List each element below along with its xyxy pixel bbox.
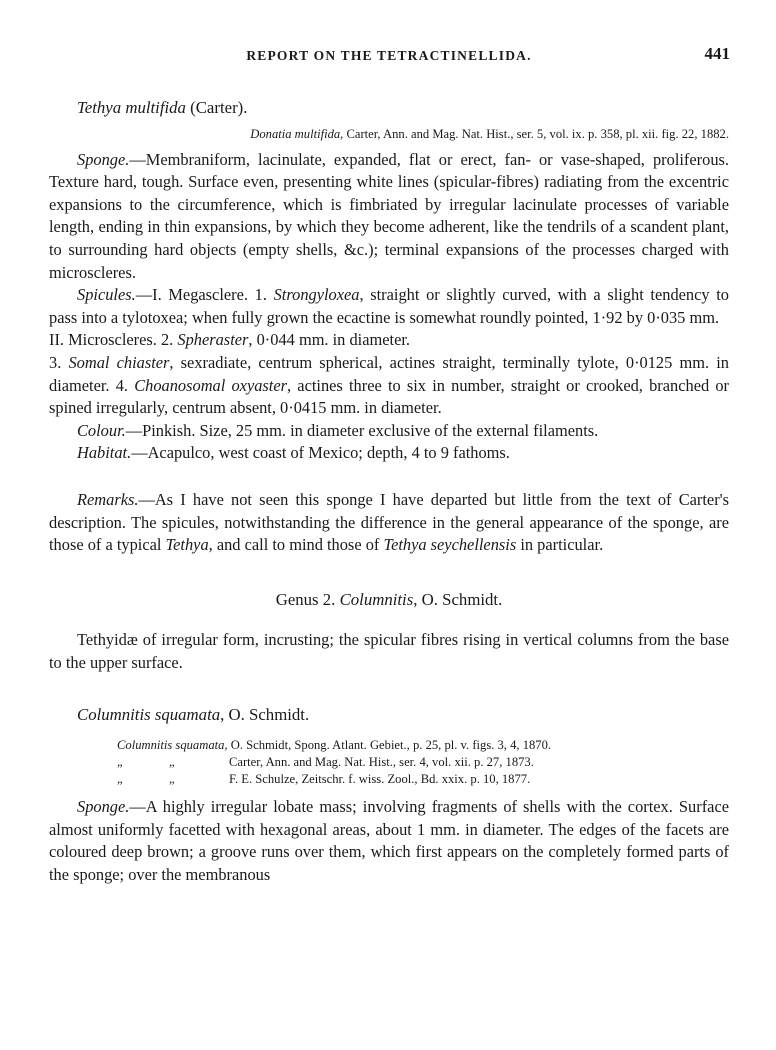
ditto-mark: „ <box>117 772 123 787</box>
species-author: (Carter). <box>190 98 248 117</box>
remarks-text-end: in particular. <box>520 535 604 555</box>
running-title: REPORT ON THE TETRACTINELLIDA. <box>246 48 532 63</box>
habitat-label: Habitat. <box>77 443 132 463</box>
citation-text: , O. Schmidt, Spong. Atlant. Gebiet., p. 25, pl. v. figs. 3, 4, 1870. <box>224 738 552 753</box>
sponge-label: Sponge. <box>77 797 130 817</box>
citation-name: Columnitis squamata <box>117 738 225 753</box>
sponge-label: Sponge. <box>77 149 130 169</box>
colour-label: Colour. <box>77 420 126 440</box>
genus-author: , O. Schmidt. <box>413 589 503 609</box>
remarks-label: Remarks. <box>77 489 139 509</box>
somal-term: Somal chiaster <box>68 352 170 372</box>
microscleres-text-continued: , 0·044 mm. in diameter. <box>248 330 411 350</box>
ditto-mark: „ <box>117 755 123 770</box>
paragraph-sponge-columnitis <box>49 796 729 886</box>
citation-block <box>117 737 729 788</box>
citation-line <box>117 737 729 754</box>
ditto-mark: „ <box>169 772 175 787</box>
paragraph-somal-chiaster <box>49 352 729 420</box>
spicules-term-strongyloxea: Strongyloxea <box>273 285 360 305</box>
sponge-text: —A highly irregular lobate mass; involving fragments of shells with the cortex. Surface almost uniformly facetted with hexagonal areas, about 1 mm. in diameter. The edges of the facets are coloured deep brown; a groove runs over them, which first appears on the completely formed parts of the sponge; over the membranous <box>49 797 729 884</box>
sponge-text: —Membraniform, lacinulate, expanded, flat or erect, fan- or vase-shaped, proliferous. Texture hard, tough. Surface even, presenting white lines (spicular-fibres) radiating from the excentric expansions to the circumference, which is fimbriated by irregular lacinulate processes of variable length, ending in thin expansions, by which they become adherent, like the tendrils of a scandent plant, to surrounding hard objects (empty shells, &c.); terminal expansions of the processes charged with microscleres. <box>49 149 729 282</box>
citation-text: Carter, Ann. and Mag. Nat. Hist., ser. 4, vol. xii. p. 27, 1873. <box>229 755 534 770</box>
remarks-text-continued: , and call to mind those of <box>208 535 380 555</box>
microscleres-text: II. Microscleres. 2. <box>49 330 174 350</box>
citation-text: F. E. Schulze, Zeitschr. f. wiss. Zool., Bd. xxix. p. 10, 1877. <box>229 772 531 787</box>
citation-donatia-multifida <box>49 126 729 143</box>
paragraph-remarks <box>49 489 729 557</box>
paragraph-habitat <box>49 442 729 465</box>
paragraph-sponge <box>49 149 729 285</box>
choanosomal-term: Choanosomal oxyaster <box>134 375 288 395</box>
page-number: 441 <box>704 44 730 63</box>
paragraph-colour <box>49 420 729 443</box>
species-name: Columnitis squamata <box>77 705 221 725</box>
species-author: , O. Schmidt. <box>220 705 310 725</box>
colour-text: —Pinkish. Size, 25 mm. in diameter exclusive of the external filaments. <box>125 420 599 440</box>
citation-name: Donatia multifida <box>250 126 341 141</box>
paragraph-genus-description: Tethyidæ of irregular form, incrusting; the spicular fibres rising in vertical columns from the base to the upper surface. <box>49 630 729 672</box>
choanosomal-text: , actines three to six in number, straight or crooked, branched or spined irregularly, centrum absent, 0·0415 mm. in diameter. <box>49 375 730 418</box>
species-name: Tethya multifida <box>77 98 186 117</box>
species-heading-tethya-multifida <box>77 97 729 120</box>
body-text <box>49 97 729 886</box>
spacer <box>49 674 729 704</box>
citation-line <box>117 771 729 788</box>
paragraph-microscleres <box>49 329 729 352</box>
species-heading-columnitis-squamata <box>77 704 729 727</box>
remarks-term-tethya: Tethya <box>165 535 209 555</box>
spicules-text: —I. Megasclere. 1. <box>135 285 267 305</box>
habitat-text: —Acapulco, west coast of Mexico; depth, 4 to 9 fathoms. <box>131 443 510 463</box>
spicules-text-continued: , straight or slightly curved, with a slight tendency to pass into a tylotoxea; when fully grown the ecactine is somewhat roundly pointed, 1·92 by 0·035 mm. <box>49 285 729 327</box>
citation-line <box>117 754 729 771</box>
genus-prefix: Genus 2. <box>275 589 336 609</box>
genus-name: Columnitis <box>339 589 414 609</box>
citation-text: , Carter, Ann. and Mag. Nat. Hist., ser. 5, vol. ix. p. 358, pl. xii. fig. 22, 1882. <box>340 126 729 141</box>
somal-number: 3. <box>49 352 62 372</box>
running-header <box>48 44 730 68</box>
ditto-mark: „ <box>169 755 175 770</box>
remarks-text: —As I have not seen this sponge I have departed but little from the text of Carter's description. The spicules, notwithstanding the difference in the general appearance of the sponge, are those of a typical <box>49 489 729 555</box>
paragraph-spicules <box>49 284 729 329</box>
spicules-label: Spicules. <box>77 285 136 305</box>
remarks-term-tethya-seychellensis: Tethya seychellensis <box>383 535 517 555</box>
somal-text: , sexradiate, centrum spherical, actines straight, terminally tylote, 0·0125 mm. in diameter. 4. <box>49 352 729 395</box>
microscleres-term-spheraster: Spheraster <box>177 330 249 350</box>
spacer <box>49 465 729 489</box>
genus-heading <box>49 589 729 612</box>
